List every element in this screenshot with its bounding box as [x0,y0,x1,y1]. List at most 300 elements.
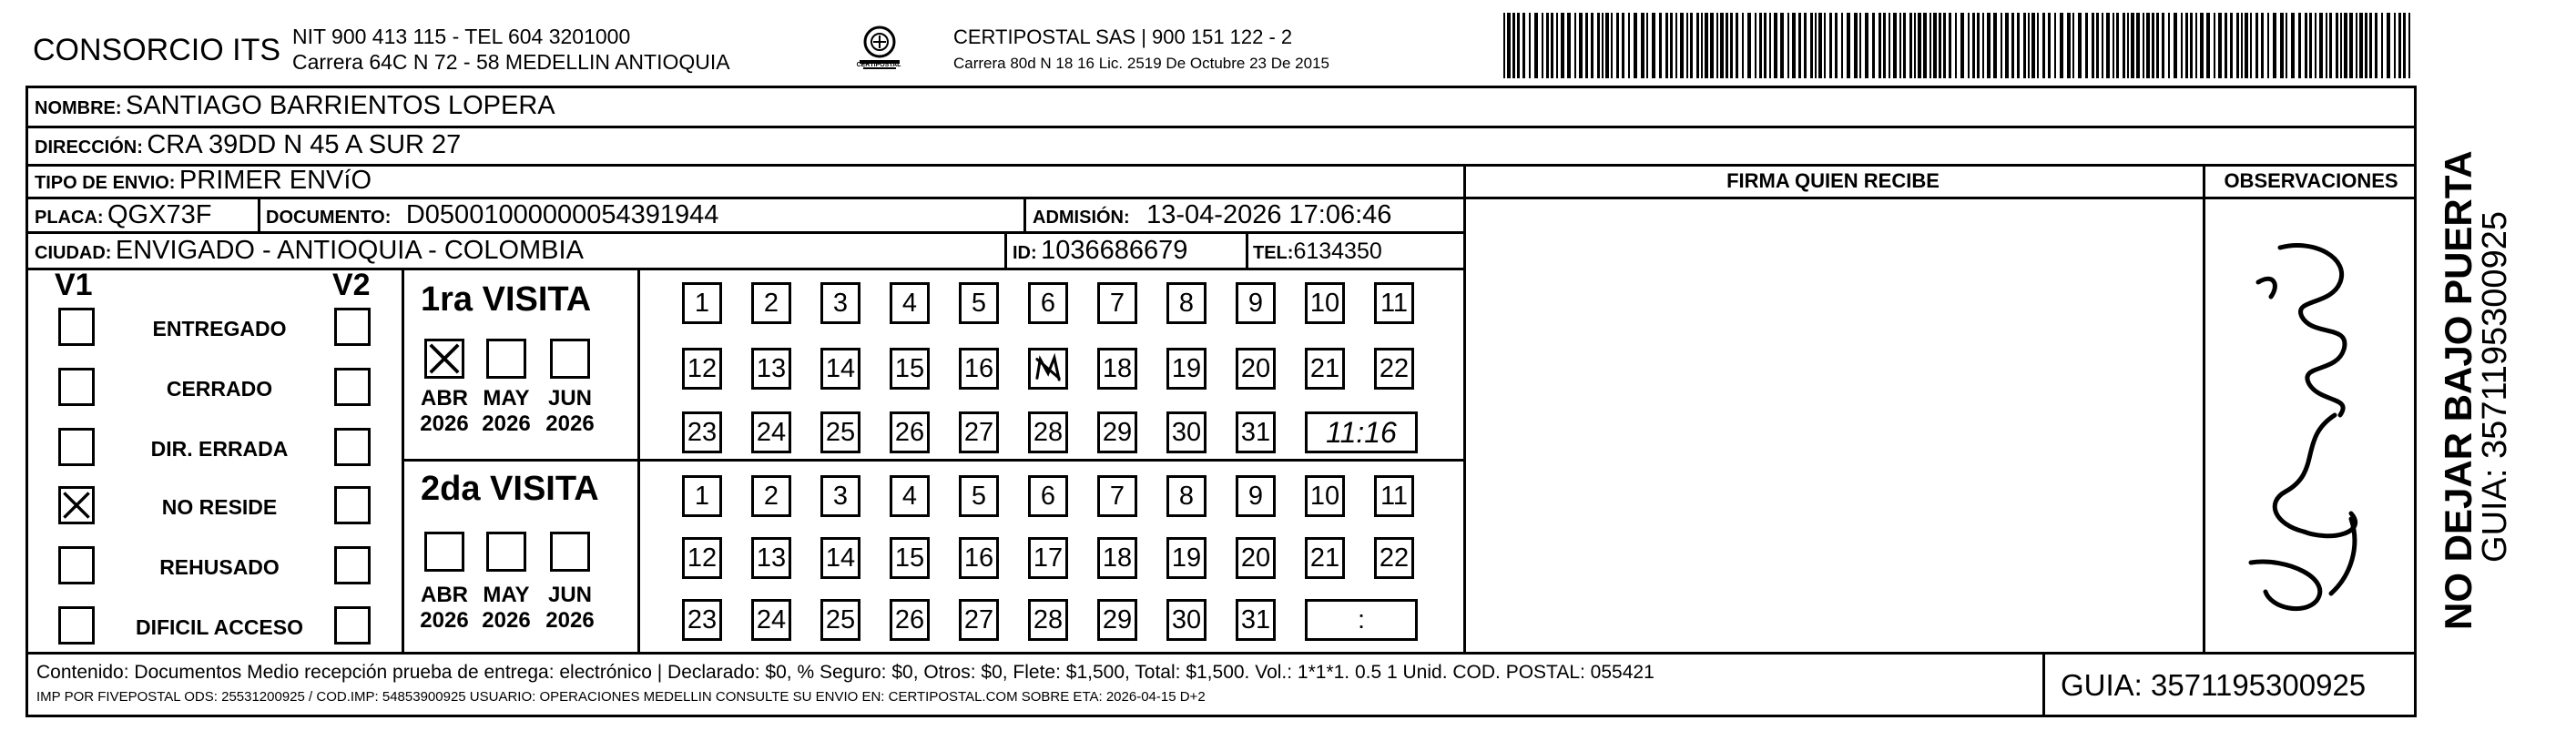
barcode-bar [1977,13,1980,78]
barcode-bar [1987,13,1991,78]
barcode-bar [1665,13,1668,78]
placa-value: QGX73F [107,200,212,229]
day-cell[interactable]: 22 [1374,537,1414,579]
day-cell[interactable]: 12 [682,537,722,579]
day-cell[interactable]: 25 [820,599,860,641]
month-checkbox[interactable] [486,339,526,379]
day-cell[interactable]: 1 [682,475,722,517]
tel-field: TEL:6134350 [1253,239,1382,264]
barcode-bar [2067,13,2071,78]
barcode-bar [1903,13,1906,78]
day-cell[interactable]: 26 [890,599,930,641]
day-cell[interactable]: 21 [1305,348,1345,390]
side-notice: NO DEJAR BAJO PUERTA [2437,150,2479,630]
day-cell[interactable]: 9 [1236,475,1276,517]
barcode-bar [1529,13,1531,78]
logo-caption: CERTIPOSTAL [856,62,901,68]
barcode-bar [2001,13,2002,78]
barcode-bar [1759,13,1762,78]
day-cell[interactable]: 7 [1097,475,1137,517]
footer-guia: GUIA: 3571195300925 [2061,668,2367,702]
barcode-bar [1652,13,1655,78]
barcode-bar [1893,13,1897,78]
day-cell[interactable]: 24 [751,411,791,453]
barcode-bar [1670,13,1673,78]
v2-checkbox[interactable] [334,486,371,524]
barcode-bar [2225,13,2227,78]
barcode-bar [2267,13,2269,78]
barcode-bar [1616,13,1619,78]
barcode-bar [2214,13,2215,78]
barcode-bar [1701,13,1703,78]
barcode-bar [1769,13,1771,78]
status-label: DIFICIL ACCESO [135,615,303,639]
day-cell[interactable]: 11 [1374,475,1414,517]
month-checkbox[interactable] [424,532,464,572]
barcode-bar [1824,13,1826,78]
status-label: REHUSADO [159,555,280,579]
barcode-bar [2195,13,2197,78]
barcode-bar [1889,13,1890,78]
barcode-bar [1929,13,1931,78]
day-cell[interactable]: 27 [959,599,999,641]
barcode-bar [1641,13,1644,78]
barcode-bar [1574,13,1576,78]
barcode-bar [1710,13,1714,78]
v2-label: V2 [332,268,371,302]
day-cell[interactable]: 8 [1166,282,1207,324]
barcode-bar [1602,13,1604,78]
day-cell[interactable]: 14 [820,348,860,390]
barcode-bar [2245,13,2248,78]
barcode-bar [2280,13,2284,78]
barcode-bar [2162,13,2164,78]
day-cell[interactable]: 31 [1236,599,1276,641]
barcode-bar [2017,13,2020,78]
day-cell[interactable]: 29 [1097,599,1137,641]
barcode-bar [2185,13,2188,78]
day-cell[interactable]: 11 [1374,282,1414,324]
day-cell[interactable]: 22 [1374,348,1414,390]
barcode-bar [2113,13,2114,78]
barcode-bar [1841,13,1843,78]
barcode-bar [1818,13,1822,78]
status-label: NO RESIDE [161,495,278,519]
barcode-bar [1690,13,1693,78]
barcode-bar [2349,13,2353,78]
day-cell[interactable]: 27 [959,411,999,453]
barcode-bar [1879,13,1881,78]
barcode-bar [1847,13,1850,78]
month-checkbox[interactable] [550,532,590,572]
day-cell[interactable]: 20 [1236,348,1276,390]
barcode-bar [2131,13,2134,78]
footer-content-line: Contenido: Documentos Medio recepción prueba de entrega: electrónico | Declarado: $0, % Seguro: $0, Otros: $0, Flete: $1,500, Total: $1,500. Vol.: 1*1*1. 0.5 1 Unid. COD. POSTAL: 055421 [36,662,1655,683]
month-label: ABR 2026 [420,386,469,436]
day-cell[interactable]: 28 [1028,599,1068,641]
barcode-bar [2365,13,2367,78]
barcode-bar [1982,13,1984,78]
nombre-value: SANTIAGO BARRIENTOS LOPERA [126,91,555,120]
month-checkbox[interactable] [486,532,526,572]
barcode-bar [2230,13,2233,78]
status-label: DIR. ERRADA [150,437,289,461]
day-cell[interactable]: 14 [820,537,860,579]
barcode-bar [2011,13,2014,78]
barcode-bar [2106,13,2110,78]
barcode-bar [1730,13,1733,78]
day-cell[interactable]: 16 [959,348,999,390]
day-cell[interactable]: 5 [959,282,999,324]
day-cell[interactable]: 12 [682,348,722,390]
barcode-bar [1686,13,1688,78]
barcode-bar [1736,13,1738,78]
barcode-bar [1605,13,1609,78]
barcode-bar [1949,13,1951,78]
carrier-name: CERTIPOSTAL SAS | 900 151 122 - 2 [953,25,1293,48]
barcode-bar [1622,13,1624,78]
company-address: Carrera 64C N 72 - 58 MEDELLIN ANTIOQUIA [292,50,730,74]
day-cell[interactable]: 10 [1305,475,1345,517]
barcode-bar [1993,13,1997,78]
day-mark-icon [1031,350,1065,387]
day-cell[interactable]: 23 [682,411,722,453]
barcode-bar [2241,13,2243,78]
day-cell[interactable]: 18 [1097,348,1137,390]
barcode-bar [1579,13,1583,78]
barcode-bar [1680,13,1684,78]
barcode-bar [1611,13,1613,78]
barcode-bar [2319,13,2323,78]
day-cell[interactable]: 7 [1097,282,1137,324]
day-cell[interactable]: 8 [1166,475,1207,517]
day-cell[interactable]: 1 [682,282,722,324]
footer-print-line: IMP POR FIVEPOSTAL ODS: 25531200925 / COD.IMP: 54853900925 USUARIO: OPERACIONES MEDELLIN CONSULTE SU ENVIO EN: CERTIPOSTAL.COM SOBRE ETA: 2026-04-15 D+2 [36,689,1206,705]
tipo-envio-field: TIPO DE ENVIO: PRIMER ENVíO [35,166,372,195]
barcode-bar [2136,13,2140,78]
barcode-bar [2309,13,2312,78]
direccion-field: DIRECCIÓN: CRA 39DD N 45 A SUR 27 [35,130,462,159]
day-cell[interactable]: 15 [890,348,930,390]
barcode-bar [1968,13,1970,78]
day-cell[interactable]: 18 [1097,537,1137,579]
barcode-bar [2356,13,2357,78]
barcode-bar [2123,13,2125,78]
barcode-bar [1909,13,1912,78]
barcode-bar [2031,13,2035,78]
barcode-bar [2375,13,2377,78]
v2-checkbox[interactable] [334,308,371,346]
barcode-bar [2286,13,2287,78]
barcode-bar [2146,13,2150,78]
barcode-bar [2127,13,2129,78]
barcode-bar [2152,13,2154,78]
barcode-bar [2078,13,2082,78]
carrier-address: Carrera 80d N 18 16 Lic. 2519 De Octubre 23 De 2015 [953,55,1329,72]
placa-field: PLACA: QGX73F [35,200,212,229]
barcode-bar [2096,13,2099,78]
barcode-bar [1923,13,1927,78]
barcode-bar [1591,13,1593,78]
day-cell[interactable] [1028,348,1068,390]
barcode-bar [1755,13,1756,78]
documento-value: D05001000000054391944 [405,200,719,229]
barcode-bar [2298,13,2301,78]
barcode-bar [2143,13,2144,78]
barcode-bar [1918,13,1921,78]
day-cell[interactable]: 20 [1236,537,1276,579]
barcode-bar [2023,13,2026,78]
barcode-bar [1675,13,1677,78]
barcode-bar [2042,13,2045,78]
v1-checkbox[interactable] [58,368,95,406]
barcode-bar [2369,13,2372,78]
barcode-bar [1815,13,1817,78]
barcode-bar [1939,13,1941,78]
day-cell[interactable]: 3 [820,475,860,517]
company-nit: NIT 900 413 115 - TEL 604 3201000 [292,25,631,48]
barcode-bar [1792,13,1796,78]
barcode-bar [2261,13,2264,78]
day-cell[interactable]: 6 [1028,282,1068,324]
side-guia: GUIA: 3571195300925 [2476,211,2514,563]
day-cell[interactable]: 13 [751,537,791,579]
day-cell[interactable]: 4 [890,475,930,517]
barcode-bar [1507,13,1511,78]
barcode-bar [1798,13,1801,78]
tel-value: 6134350 [1293,239,1382,264]
day-cell[interactable]: 10 [1305,282,1345,324]
barcode-bar [2398,13,2401,78]
barcode-bar [1764,13,1767,78]
day-cell[interactable]: 30 [1166,599,1207,641]
barcode-bar [1804,13,1807,78]
v2-checkbox[interactable] [334,428,371,466]
barcode-bar [2329,13,2332,78]
barcode-bar [2336,13,2338,78]
barcode-bar [1705,13,1708,78]
barcode-bar [1883,13,1886,78]
barcode-bar [1780,13,1784,78]
day-cell[interactable]: 16 [959,537,999,579]
barcode-bar [2206,13,2210,78]
barcode-bar [2340,13,2342,78]
barcode-bar [2085,13,2088,78]
barcode-bar [1872,13,1875,78]
tipo-envio-value: PRIMER ENVíO [178,166,372,195]
barcode-bar [1854,13,1858,78]
id-value: 1036686679 [1041,236,1188,265]
barcode-bar [1585,13,1588,78]
barcode-bar [2156,13,2159,78]
barcode-bar [1696,13,1699,78]
v1-label: V1 [55,268,93,302]
barcode-bar [2326,13,2327,78]
barcode-bar [1972,13,1975,78]
id-field: ID: 1036686679 [1013,236,1188,265]
barcode-bar [2291,13,2295,78]
barcode-bar [2408,13,2410,78]
day-cell[interactable]: 19 [1166,537,1207,579]
barcode-bar [1634,13,1637,78]
barcode-bar [1829,13,1832,78]
barcode-bar [2168,13,2170,78]
time-cell[interactable]: : [1305,599,1418,641]
day-cell[interactable]: 28 [1028,411,1068,453]
day-cell[interactable]: 29 [1097,411,1137,453]
v1-checkbox[interactable] [58,546,95,584]
barcode-bar [1859,13,1861,78]
day-cell[interactable]: 2 [751,475,791,517]
barcode-bar [1534,13,1538,78]
v1-checkbox[interactable] [58,428,95,466]
barcode-bar [1933,13,1937,78]
barcode-bar [1726,13,1728,78]
day-cell[interactable]: 6 [1028,475,1068,517]
month-checkbox[interactable] [550,339,590,379]
status-label: CERRADO [166,377,273,401]
barcode-bar [2005,13,2009,78]
v2-checkbox[interactable] [334,546,371,584]
day-cell[interactable]: 17 [1028,537,1068,579]
barcode-bar [2048,13,2051,78]
day-cell[interactable]: 25 [820,411,860,453]
documento-field: DOCUMENTO: D05001000000054391944 [266,200,719,229]
day-cell[interactable]: 19 [1166,348,1207,390]
barcode-bar [1542,13,1543,78]
barcode-bar [2250,13,2252,78]
day-cell[interactable]: 4 [890,282,930,324]
ciudad-value: ENVIGADO - ANTIOQUIA - COLOMBIA [115,236,584,265]
x-mark-icon [61,489,92,522]
day-cell[interactable]: 21 [1305,537,1345,579]
day-cell[interactable]: 30 [1166,411,1207,453]
barcode-bar [2273,13,2276,78]
barcode-bar [1716,13,1718,78]
v2-checkbox[interactable] [334,368,371,406]
barcode-bar [2037,13,2039,78]
barcode-bar [1512,13,1515,78]
barcode-bar [1943,13,1946,78]
barcode-bar [1517,13,1520,78]
signature-scribble-icon [2215,218,2406,628]
barcode-bar [1955,13,1957,78]
second-visit-title: 2da VISITA [421,470,599,508]
barcode-bar [1659,13,1662,78]
month-label: JUN 2026 [545,386,595,436]
day-cell[interactable]: 26 [890,411,930,453]
barcode-bar [1899,13,1901,78]
barcode-bar [2200,13,2204,78]
day-cell[interactable]: 5 [959,475,999,517]
barcode-bar [2072,13,2074,78]
v1-checkbox[interactable] [58,486,95,524]
nombre-field: NOMBRE: SANTIAGO BARRIENTOS LOPERA [35,91,555,120]
barcode-bar [1914,13,1916,78]
barcode-bar [1720,13,1724,78]
barcode-bar [2028,13,2030,78]
month-label: JUN 2026 [545,583,595,633]
barcode-bar [2236,13,2239,78]
status-label: ENTREGADO [152,317,287,340]
barcode-bar [1561,13,1564,78]
barcode-bar [1551,13,1553,78]
day-cell[interactable]: 9 [1236,282,1276,324]
day-cell[interactable]: 24 [751,599,791,641]
admision-value: 13-04-2026 17:06:46 [1146,200,1392,229]
day-cell[interactable]: 2 [751,282,791,324]
day-cell[interactable]: 13 [751,348,791,390]
barcode-bars [1503,13,2414,78]
company-name: CONSORCIO ITS [33,33,281,67]
barcode-bar [2174,13,2177,78]
barcode-bar [2387,13,2390,78]
barcode-bar [2344,13,2347,78]
month-checkbox[interactable] [424,339,464,379]
barcode-bar [2116,13,2119,78]
barcode-bar [1546,13,1549,78]
month-label: MAY 2026 [482,583,531,633]
barcode-bar [2315,13,2316,78]
v1-checkbox[interactable] [58,308,95,346]
month-label: MAY 2026 [482,386,531,436]
month-label: ABR 2026 [420,583,469,633]
day-cell[interactable]: 3 [820,282,860,324]
barcode-bar [2102,13,2103,78]
barcode-bar [2218,13,2222,78]
barcode-bar [1597,13,1600,78]
barcode-bar [1810,13,1813,78]
barcode-bar [2181,13,2183,78]
admision-field: ADMISIÓN: 13-04-2026 17:06:46 [1033,200,1392,229]
barcode-bar [2305,13,2307,78]
barcode-bar [2403,13,2406,78]
v2-checkbox[interactable] [334,606,371,645]
barcode-bar [2060,13,2063,78]
barcode-bar [1747,13,1751,78]
observaciones-header: OBSERVACIONES [2224,169,2398,192]
day-cell[interactable]: 15 [890,537,930,579]
v1-checkbox[interactable] [58,606,95,645]
barcode-bar [1646,13,1648,78]
barcode-bar [1567,13,1571,78]
barcode-bar [1556,13,1558,78]
barcode-bar [2381,13,2383,78]
barcode-bar [2394,13,2396,78]
barcode-bar [1503,13,1505,78]
barcode-bar [1628,13,1630,78]
x-mark-icon [427,341,462,376]
barcode-bar [1865,13,1868,78]
barcode-bar [2092,13,2094,78]
barcode [1503,13,2414,78]
recipient-signature [2215,218,2406,628]
day-cell[interactable]: 23 [682,599,722,641]
barcode-bar [1774,13,1777,78]
barcode-bar [2359,13,2363,78]
ciudad-field: CIUDAD: ENVIGADO - ANTIOQUIA - COLOMBIA [35,236,584,265]
barcode-bar [2190,13,2193,78]
time-cell[interactable]: 11:16 [1305,411,1418,453]
direccion-value: CRA 39DD N 45 A SUR 27 [147,130,462,159]
barcode-bar [1522,13,1525,78]
barcode-bar [1960,13,1964,78]
barcode-bar [1742,13,1744,78]
day-cell[interactable]: 31 [1236,411,1276,453]
firma-header: FIRMA QUIEN RECIBE [1726,169,1940,192]
barcode-bar [2255,13,2258,78]
first-visit-title: 1ra VISITA [421,280,592,319]
